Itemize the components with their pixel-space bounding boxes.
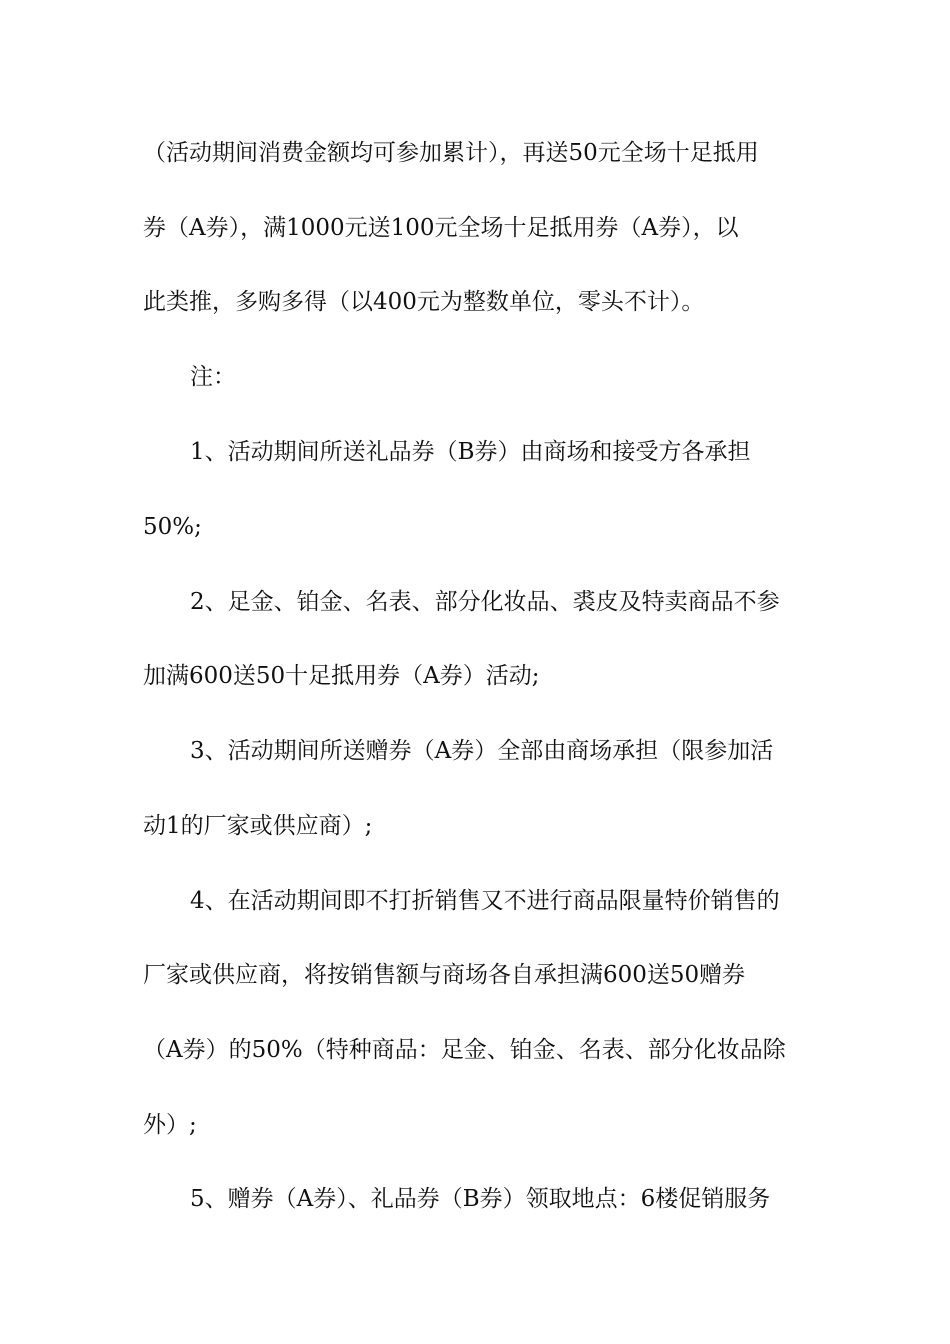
note-heading: 注： xyxy=(190,364,236,390)
text-line: （活动期间消费金额均可参加累计），再送50元全场十足抵用 xyxy=(143,140,759,166)
text-line: （A券）的50%（特种商品：足金、铂金、名表、部分化妆品除 xyxy=(143,1037,786,1063)
text-line: 厂家或供应商，将按销售额与商场各自承担满600送50赠券 xyxy=(143,962,746,988)
note-item-2: 2、足金、铂金、名表、部分化妆品、裘皮及特卖商品不参 xyxy=(190,589,780,615)
note-item-5: 5、赠券（A券）、礼品券（B券）领取地点：6楼促销服务 xyxy=(190,1186,771,1212)
note-item-3: 3、活动期间所送赠券（A券）全部由商场承担（限参加活 xyxy=(190,738,774,764)
text-line: 外）; xyxy=(143,1112,197,1138)
text-line: 50%; xyxy=(143,514,202,540)
text-line: 券（A券），满1000元送100元全场十足抵用券（A券），以 xyxy=(143,215,739,241)
note-item-4: 4、在活动期间即不打折销售又不进行商品限量特价销售的 xyxy=(190,888,780,914)
text-line: 动1的厂家或供应商）; xyxy=(143,813,373,839)
note-item-1: 1、活动期间所送礼品券（B券）由商场和接受方各承担 xyxy=(190,439,751,465)
text-line: 加满600送50十足抵用券（A券）活动; xyxy=(143,663,540,689)
text-line: 此类推，多购多得（以400元为整数单位，零头不计）。 xyxy=(143,289,705,315)
